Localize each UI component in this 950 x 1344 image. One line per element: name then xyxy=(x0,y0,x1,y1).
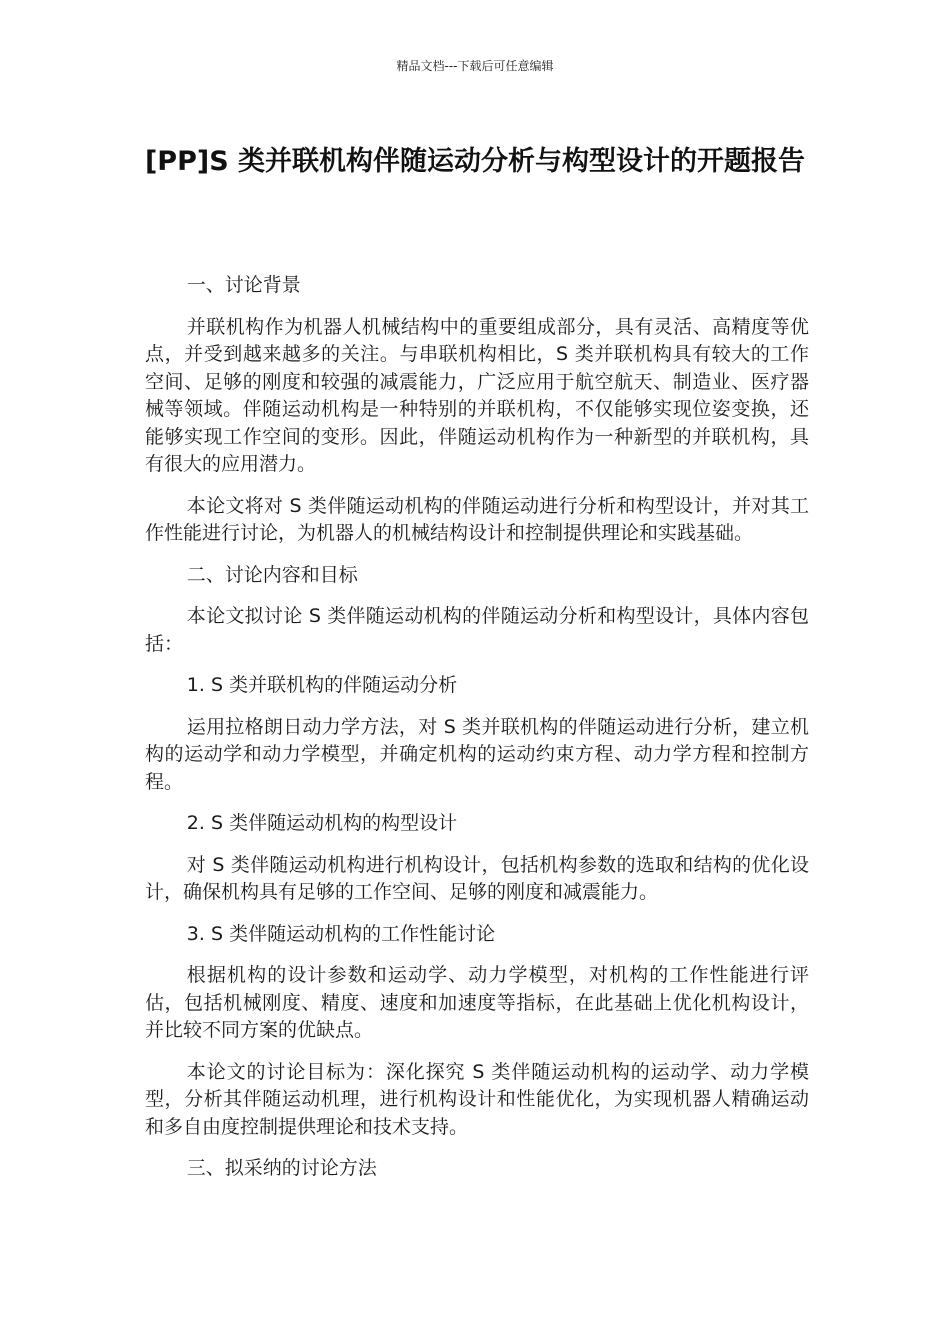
section-heading-methods: 三、拟采纳的讨论方法 xyxy=(186,1157,377,1179)
item-text-1: 运用拉格朗日动力学方法，对 S 类并联机构的伴随运动进行分析，建立机构的运动学和动力学模型，并确定机构的运动约束方程、动力学方程和控制方程。 xyxy=(145,715,809,793)
paragraph-content-intro: 本论文拟讨论 S 类伴随运动机构的伴随运动分析和构型设计，具体内容包括： xyxy=(145,605,809,655)
item-heading-1: 1. S 类并联机构的伴随运动分析 xyxy=(186,674,458,696)
paragraph-background-1: 并联机构作为机器人机械结构中的重要组成部分，具有灵活、高精度等优点，并受到越来越多的关注。与串联机构相比，S 类并联机构具有较大的工作空间、足够的刚度和较强的减震能力，广泛应用于航空航天、制造业、医疗器械等领域。伴随运动机构是一种特别的并联机构，不仅能够实现位姿变换，还能够实现工作空间的变形。因此，伴随运动机构作为一种新型的并联机构，具有很大的应用潜力。 xyxy=(145,315,809,475)
item-heading-2: 2. S 类伴随运动机构的构型设计 xyxy=(186,812,458,834)
header-note: 精品文档---下载后可任意编辑 xyxy=(396,59,554,73)
item-text-2: 对 S 类伴随运动机构进行机构设计，包括机构参数的选取和结构的优化设计，确保机构具有足够的工作空间、足够的刚度和减震能力。 xyxy=(145,853,809,903)
paragraph-background-2: 本论文将对 S 类伴随运动机构的伴随运动进行分析和构型设计，并对其工作性能进行讨论，为机器人的机械结构设计和控制提供理论和实践基础。 xyxy=(145,494,809,544)
document-body xyxy=(145,272,809,1197)
paragraph-research-goal: 本论文的讨论目标为：深化探究 S 类伴随运动机构的运动学、动力学模型，分析其伴随运动机理，进行机构设计和性能优化，为实现机器人精确运动和多自由度控制提供理论和技术支持。 xyxy=(145,1060,809,1138)
item-heading-3: 3. S 类伴随运动机构的工作性能讨论 xyxy=(186,922,496,945)
section-heading-content-goals: 二、讨论内容和目标 xyxy=(186,563,358,586)
section-heading-background: 一、讨论背景 xyxy=(186,274,301,296)
item-text-3: 根据机构的设计参数和运动学、动力学模型，对机构的工作性能进行评估，包括机械刚度、精度、速度和加速度等指标，在此基础上优化机构设计，并比较不同方案的优缺点。 xyxy=(145,964,809,1041)
document-title: [PP]S 类并联机构伴随运动分析与构型设计的开题报告 xyxy=(144,146,806,177)
